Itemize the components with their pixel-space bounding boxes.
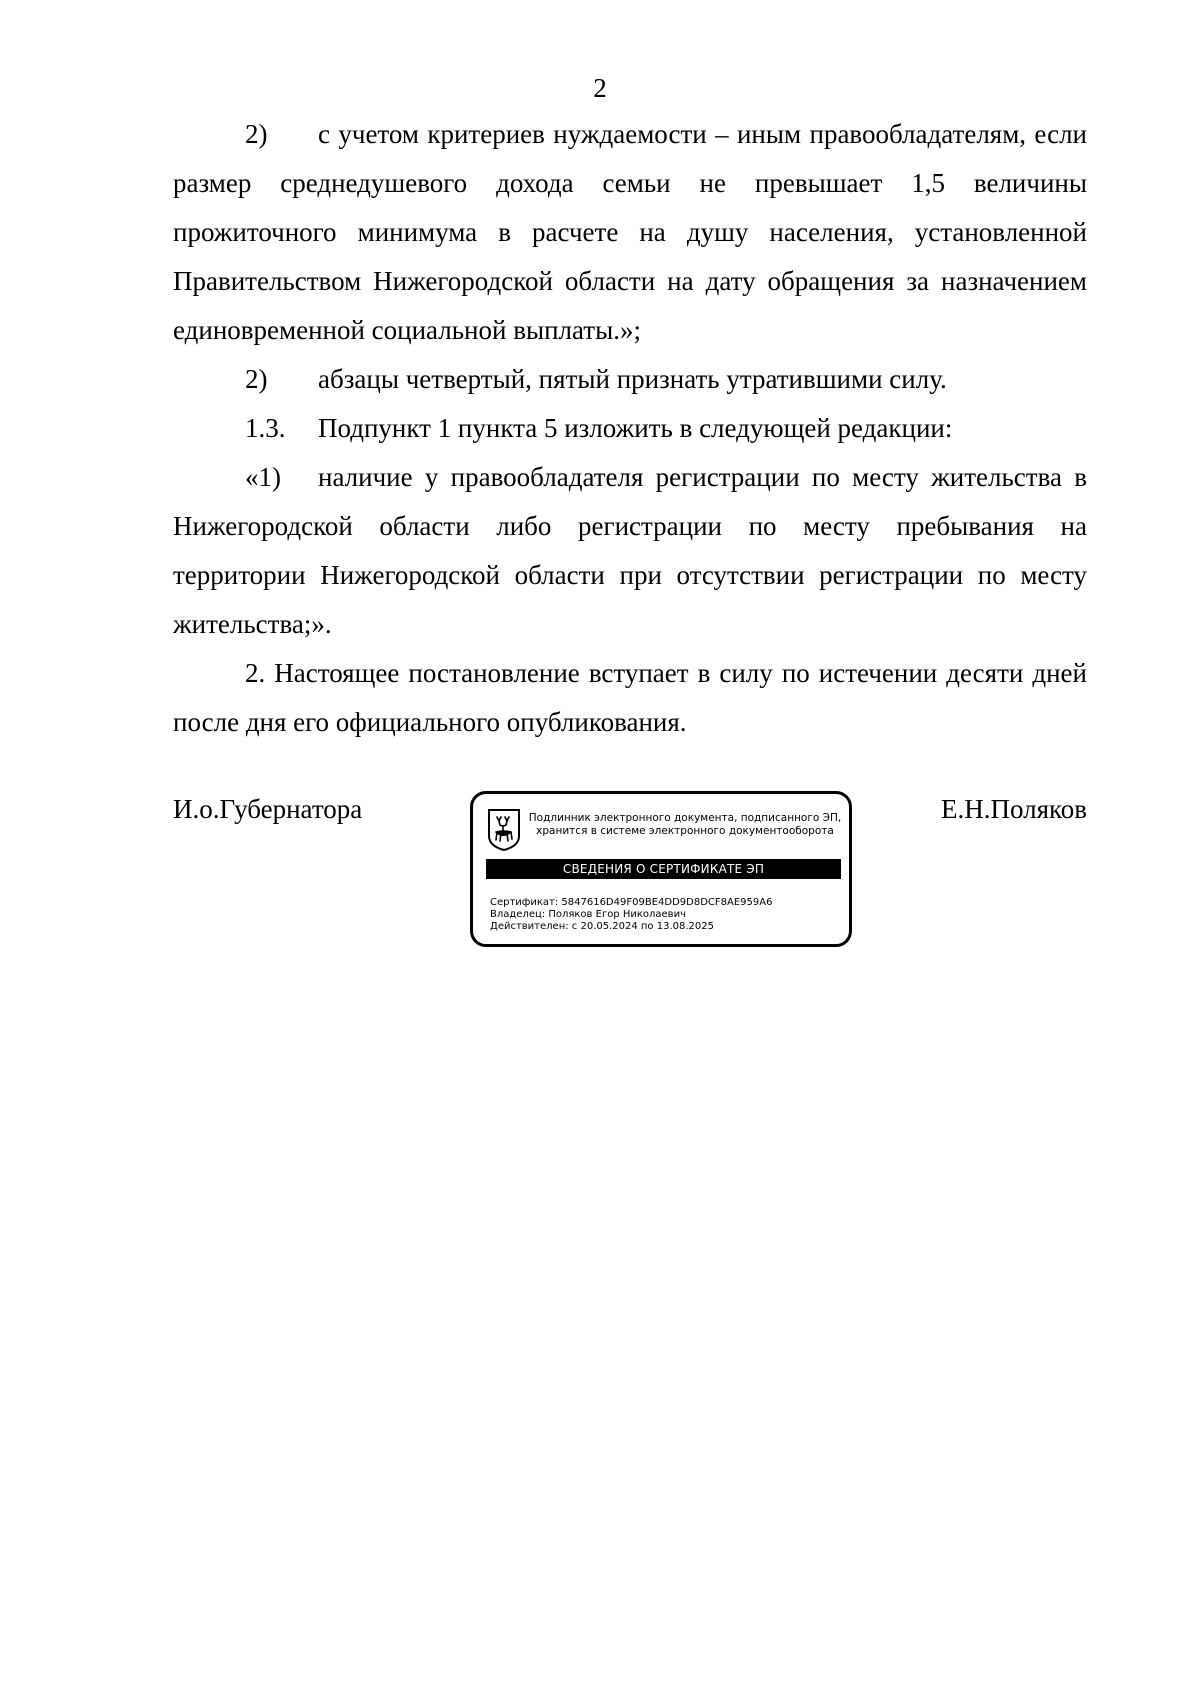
paragraph-text: Подпункт 1 пункта 5 изложить в следующей редакции: (318, 413, 953, 443)
page-number: 2 (593, 73, 607, 103)
stamp-header: СВЕДЕНИЯ О СЕРТИФИКАТЕ ЭП (486, 859, 841, 879)
paragraph-number: 2) (245, 364, 268, 394)
paragraph-number: 1.3. (245, 413, 286, 443)
paragraph-effective-date: 2. Настоящее постановление вступает в силу по истечении десяти дней после дня его официального опубликования. (173, 658, 1087, 737)
paragraph-number: «1) (245, 462, 281, 492)
signer-name: Е.Н.Поляков (940, 794, 1087, 824)
paragraph-text: наличие у правообладателя регистрации по месту жительства в Нижегородской области либо регистрации по месту пребывания на территории Нижегородской области при отсутствии регистрации по месту жительства;». (173, 462, 1087, 639)
deer-crest-icon (487, 808, 521, 852)
paragraph-item-1-3 (173, 404, 1087, 453)
paragraph-text: абзацы четвертый, пятый признать утратившими силу. (318, 364, 947, 394)
stamp-note (525, 812, 845, 838)
electronic-signature-stamp (470, 791, 852, 947)
signer-position: И.о.Губернатора (173, 794, 363, 824)
stamp-details (490, 897, 845, 933)
paragraph-item-2-needs-criteria (173, 110, 1087, 355)
document-body (173, 110, 1087, 747)
certificate-validity: Действителен: с 20.05.2024 по 13.08.2025 (490, 921, 714, 932)
stamp-note-line: Подлинник электронного документа, подписанного ЭП, (528, 812, 842, 824)
stamp-note-line: хранится в системе электронного документооборота (536, 825, 834, 837)
paragraph-number: 2) (245, 119, 268, 149)
paragraph-item-1-registration (173, 453, 1087, 649)
paragraph-text: с учетом критериев нуждаемости – иным правообладателям, если размер среднедушевого дохода семьи не превышает 1,5 величины прожиточного минимума в расчете на душу населения, установленной Правительством Нижегородской области на дату обращения за назначением единовременной социальной выплаты.»; (173, 119, 1087, 345)
paragraph-item-2-repeal (173, 355, 1087, 404)
certificate-owner: Владелец: Поляков Егор Николаевич (490, 909, 686, 920)
certificate-number: Сертификат: 5847616D49F09BE4DD9D8DCF8AE959A6 (490, 897, 773, 908)
